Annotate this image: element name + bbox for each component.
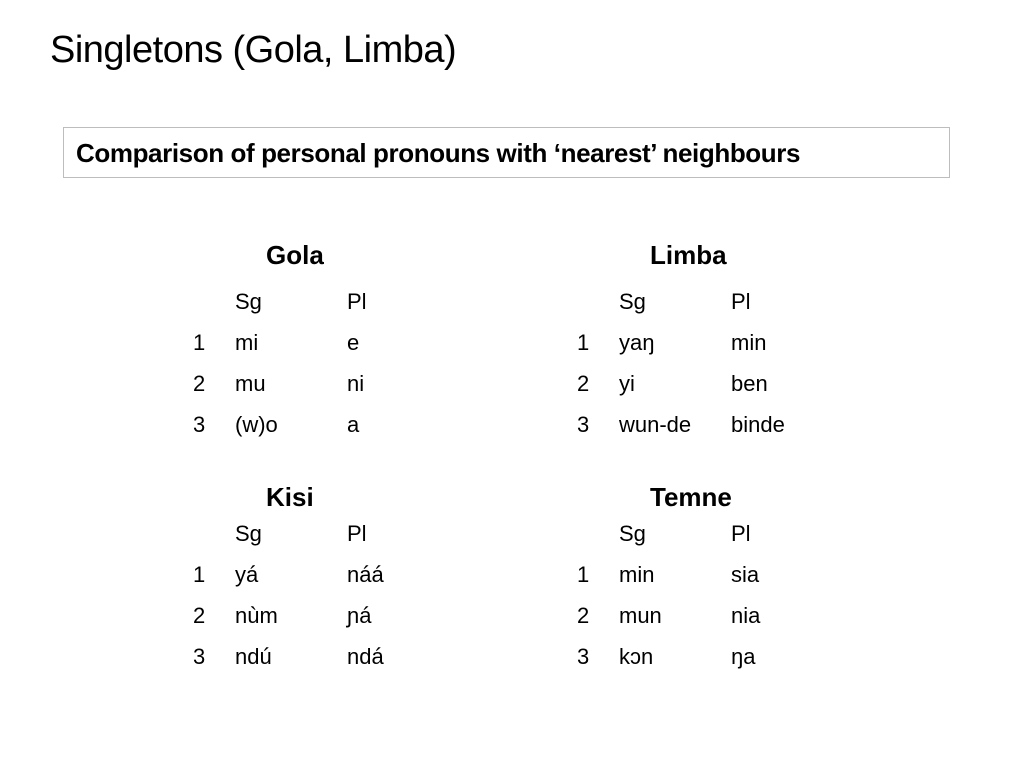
table-header-row xyxy=(193,513,457,554)
person-cell: 1 xyxy=(193,329,206,355)
table-header-row xyxy=(193,281,457,322)
plural-cell: binde xyxy=(731,411,785,437)
person-cell: 2 xyxy=(577,602,590,628)
table-row xyxy=(193,322,457,363)
singular-header-cell: Sg xyxy=(619,288,646,314)
table-row xyxy=(577,404,841,445)
person-header-cell xyxy=(577,281,619,322)
plural-header-cell: Pl xyxy=(731,520,751,546)
plural-header-cell: Pl xyxy=(347,520,367,546)
language-block-gola xyxy=(193,240,553,440)
singular-cell: kɔn xyxy=(619,643,654,669)
singular-cell: (w)o xyxy=(235,411,278,437)
table-row xyxy=(577,322,841,363)
pronoun-table xyxy=(577,513,841,677)
plural-cell: ndá xyxy=(347,643,384,669)
person-cell: 1 xyxy=(193,561,206,587)
pronoun-table xyxy=(193,281,457,445)
plural-cell: nia xyxy=(731,602,761,628)
slide-title: Singletons (Gola, Limba) xyxy=(50,29,457,71)
person-cell: 3 xyxy=(577,643,590,669)
language-name: Kisi xyxy=(266,482,314,512)
person-cell: 3 xyxy=(193,411,206,437)
table-header-row xyxy=(577,513,841,554)
person-cell: 1 xyxy=(577,561,590,587)
singular-cell: yaŋ xyxy=(619,329,655,355)
singular-cell: min xyxy=(619,561,655,587)
table-header-row xyxy=(577,281,841,322)
subtitle-text: Comparison of personal pronouns with ‘nearest’ neighbours xyxy=(76,138,801,168)
person-header-cell xyxy=(193,513,235,554)
singular-cell: nùm xyxy=(235,602,278,628)
person-cell: 2 xyxy=(577,370,590,396)
table-row xyxy=(193,554,457,595)
table-row xyxy=(577,595,841,636)
singular-header-cell: Sg xyxy=(619,520,646,546)
table-row xyxy=(193,363,457,404)
singular-cell: yá xyxy=(235,561,259,587)
language-name: Temne xyxy=(650,482,732,512)
plural-cell: min xyxy=(731,329,767,355)
singular-cell: mi xyxy=(235,329,259,355)
person-cell: 3 xyxy=(577,411,590,437)
plural-cell: sia xyxy=(731,561,760,587)
language-block-temne xyxy=(577,482,937,682)
person-cell: 2 xyxy=(193,370,206,396)
plural-cell: ɲá xyxy=(347,602,372,628)
singular-cell: yi xyxy=(619,370,635,396)
table-row xyxy=(577,363,841,404)
table-row xyxy=(193,404,457,445)
table-row xyxy=(193,595,457,636)
plural-cell: ben xyxy=(731,370,768,396)
singular-header-cell: Sg xyxy=(235,288,262,314)
singular-cell: mu xyxy=(235,370,266,396)
person-cell: 3 xyxy=(193,643,206,669)
singular-cell: ndú xyxy=(235,643,272,669)
singular-header-cell: Sg xyxy=(235,520,262,546)
person-cell: 2 xyxy=(193,602,206,628)
person-header-cell xyxy=(577,513,619,554)
table-row xyxy=(577,636,841,677)
pronoun-table xyxy=(193,513,457,677)
subtitle-box xyxy=(63,127,950,178)
table-row xyxy=(577,554,841,595)
language-name: Limba xyxy=(650,240,727,270)
language-block-limba xyxy=(577,240,937,440)
language-name: Gola xyxy=(266,240,324,270)
singular-cell: mun xyxy=(619,602,662,628)
plural-header-cell: Pl xyxy=(347,288,367,314)
pronoun-table xyxy=(577,281,841,445)
table-row xyxy=(193,636,457,677)
plural-cell: a xyxy=(347,411,360,437)
plural-header-cell: Pl xyxy=(731,288,751,314)
language-block-kisi xyxy=(193,482,553,682)
person-header-cell xyxy=(193,281,235,322)
singular-cell: wun-de xyxy=(619,411,692,437)
plural-cell: ŋa xyxy=(731,643,756,669)
plural-cell: e xyxy=(347,329,360,355)
person-cell: 1 xyxy=(577,329,590,355)
plural-cell: náá xyxy=(347,561,384,587)
plural-cell: ni xyxy=(347,370,365,396)
